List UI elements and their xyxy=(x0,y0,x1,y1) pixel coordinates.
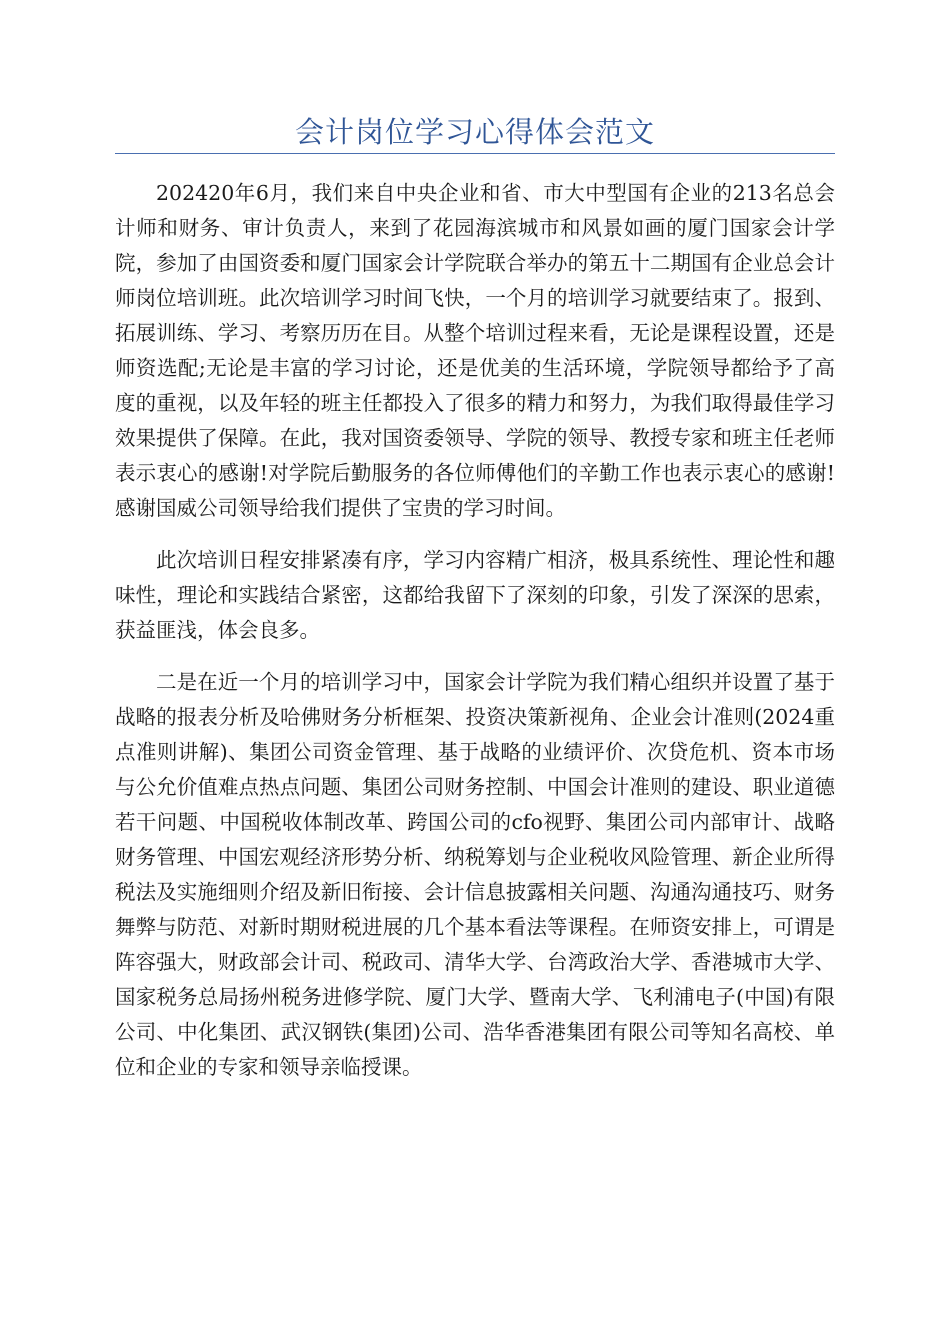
paragraph-1: 202420年6月，我们来自中央企业和省、市大中型国有企业的213名总会计师和财务、审计负责人，来到了花园海滨城市和风景如画的厦门国家会计学院，参加了由国资委和厦门国家会计学院联合举办的第五十二期国有企业总会计师岗位培训班。此次培训学习时间飞快，一个月的培训学习就要结束了。报到、拓展训练、学习、考察历历在目。从整个培训过程来看，无论是课程设置，还是师资选配;无论是丰富的学习讨论，还是优美的生活环境，学院领导都给予了高度的重视，以及年轻的班主任都投入了很多的精力和努力，为我们取得最佳学习效果提供了保障。在此，我对国资委领导、学院的领导、教授专家和班主任老师表示衷心的感谢!对学院后勤服务的各位师傅他们的辛勤工作也表示衷心的感谢!感谢国威公司领导给我们提供了宝贵的学习时间。 xyxy=(115,181,835,520)
paragraph-3: 二是在近一个月的培训学习中，国家会计学院为我们精心组织并设置了基于战略的报表分析及哈佛财务分析框架、投资决策新视角、企业会计准则(2024重点准则讲解)、集团公司资金管理、基于战略的业绩评价、次贷危机、资本市场与公允价值难点热点问题、集团公司财务控制、中国会计准则的建设、职业道德若干问题、中国税收体制改革、跨国公司的cfo视野、集团公司内部审计、战略财务管理、中国宏观经济形势分析、纳税筹划与企业税收风险管理、新企业所得税法及实施细则介绍及新旧衔接、会计信息披露相关问题、沟通沟通技巧、财务舞弊与防范、对新时期财税进展的几个基本看法等课程。在师资安排上，可谓是阵容强大，财政部会计司、税政司、清华大学、台湾政治大学、香港城市大学、国家税务总局扬州税务进修学院、厦门大学、暨南大学、飞利浦电子(中国)有限公司、中化集团、武汉钢铁(集团)公司、浩华香港集团有限公司等知名高校、单位和企业的专家和领导亲临授课。 xyxy=(115,670,835,1079)
paragraph-2: 此次培训日程安排紧凑有序，学习内容精广相济，极具系统性、理论性和趣味性，理论和实践结合紧密，这都给我留下了深刻的印象，引发了深深的思索，获益匪浅，体会良多。 xyxy=(115,548,835,642)
document-title: 会计岗位学习心得体会范文 xyxy=(294,115,655,149)
document-body xyxy=(115,176,835,1102)
title-underline xyxy=(115,153,835,154)
